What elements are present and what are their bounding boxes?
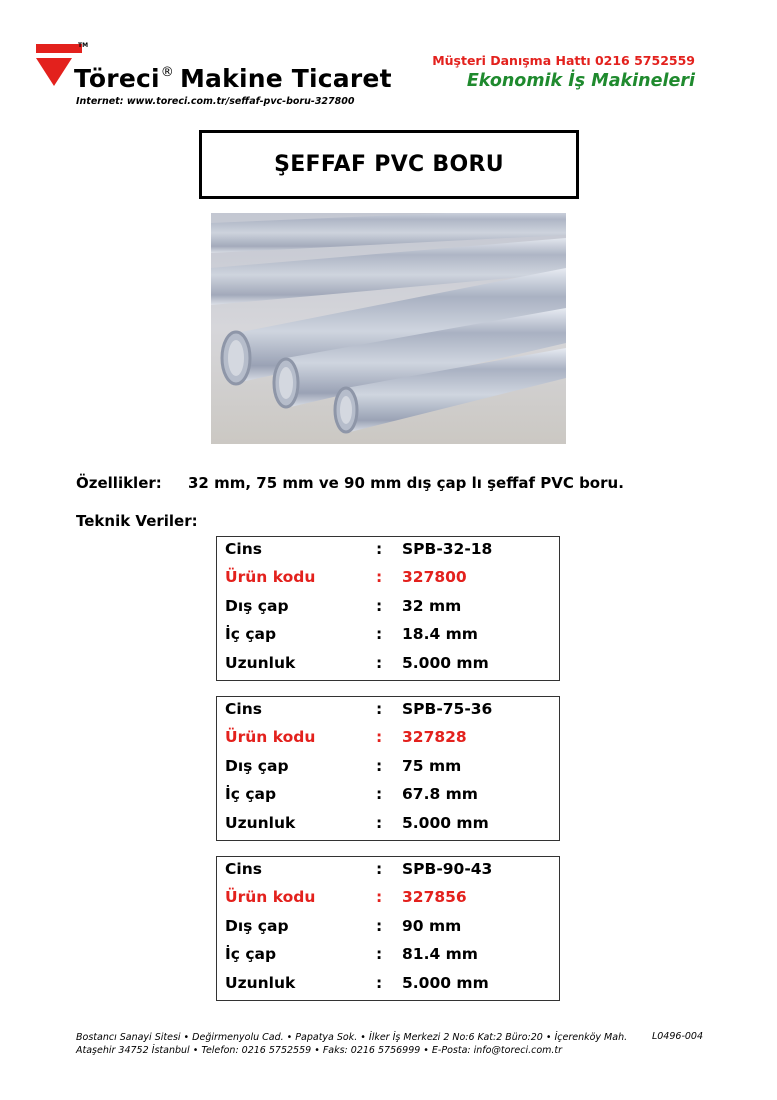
spec-value: 327856 — [402, 888, 467, 906]
spec-key: İç çap — [225, 785, 277, 803]
product-photo — [211, 213, 566, 444]
pvc-pipes-image — [211, 213, 566, 444]
customer-hotline: Müşteri Danışma Hattı 0216 5752559 — [432, 53, 695, 68]
spec-value: SPB-75-36 — [402, 700, 493, 718]
spec-key: İç çap — [225, 945, 277, 963]
spec-value: SPB-32-18 — [402, 540, 493, 558]
spec-sep: : — [376, 888, 383, 906]
spec-table-3 — [216, 856, 560, 1001]
footer-line-2: Ataşehir 34752 İstanbul • Telefon: 0216 5752559 • Faks: 0216 5756999 • E-Posta: info@toreci.com.tr — [76, 1045, 563, 1056]
features-label: Özellikler: — [76, 474, 162, 492]
features-line — [76, 474, 624, 492]
spec-value: 327828 — [402, 728, 467, 746]
brand-rest: Makine Ticaret — [179, 64, 392, 93]
spec-sep: : — [376, 945, 383, 963]
brand-name: Töreci — [74, 64, 160, 93]
logo-stem — [36, 58, 72, 86]
spec-sep: : — [376, 785, 383, 803]
spec-sep: : — [376, 625, 383, 643]
spec-value: 5.000 mm — [402, 814, 489, 832]
spec-sep: : — [376, 597, 383, 615]
company-name — [74, 64, 392, 93]
spec-value: 67.8 mm — [402, 785, 478, 803]
tagline: Ekonomik İş Makineleri — [466, 71, 695, 91]
spec-key: Cins — [225, 700, 262, 718]
spec-value: SPB-90-43 — [402, 860, 493, 878]
logo-bar — [36, 44, 82, 53]
document-number: L0496-004 — [651, 1031, 703, 1042]
spec-value: 327800 — [402, 568, 467, 586]
spec-value: 5.000 mm — [402, 654, 489, 672]
spec-value: 81.4 mm — [402, 945, 478, 963]
spec-key: Uzunluk — [225, 814, 296, 832]
spec-key: Ürün kodu — [225, 728, 316, 746]
spec-key: Dış çap — [225, 917, 289, 935]
spec-key: Uzunluk — [225, 654, 296, 672]
registered-mark: ® — [160, 65, 174, 80]
spec-value: 32 mm — [402, 597, 462, 615]
spec-value: 75 mm — [402, 757, 462, 775]
spec-key: Cins — [225, 540, 262, 558]
spec-sep: : — [376, 728, 383, 746]
spec-sep: : — [376, 757, 383, 775]
spec-sep: : — [376, 860, 383, 878]
spec-sep: : — [376, 974, 383, 992]
title-box — [199, 130, 579, 199]
spec-table-1 — [216, 536, 560, 681]
features-text: 32 mm, 75 mm ve 90 mm dış çap lı şeffaf PVC boru. — [188, 474, 624, 492]
internet-url[interactable]: Internet: www.toreci.com.tr/seffaf-pvc-boru-327800 — [76, 96, 355, 107]
trademark-mark: TM — [78, 42, 89, 49]
spec-key: Uzunluk — [225, 974, 296, 992]
spec-sep: : — [376, 917, 383, 935]
spec-key: Dış çap — [225, 757, 289, 775]
spec-value: 5.000 mm — [402, 974, 489, 992]
spec-value: 90 mm — [402, 917, 462, 935]
spec-key: İç çap — [225, 625, 277, 643]
spec-key: Ürün kodu — [225, 568, 316, 586]
footer-address — [76, 1031, 627, 1057]
spec-sep: : — [376, 540, 383, 558]
footer-line-1: Bostancı Sanayi Sitesi • Değirmenyolu Cad. • Papatya Sok. • İlker İş Merkezi 2 No:6 Kat:2 Büro:20 • İçerenköy Mah. — [76, 1032, 628, 1043]
spec-key: Dış çap — [225, 597, 289, 615]
spec-sep: : — [376, 700, 383, 718]
page-title: ŞEFFAF PVC BORU — [274, 152, 504, 177]
technical-data-label: Teknik Veriler: — [76, 512, 198, 530]
spec-table-2 — [216, 696, 560, 841]
spec-sep: : — [376, 814, 383, 832]
spec-key: Ürün kodu — [225, 888, 316, 906]
spec-sep: : — [376, 568, 383, 586]
spec-key: Cins — [225, 860, 262, 878]
spec-sep: : — [376, 654, 383, 672]
spec-value: 18.4 mm — [402, 625, 478, 643]
